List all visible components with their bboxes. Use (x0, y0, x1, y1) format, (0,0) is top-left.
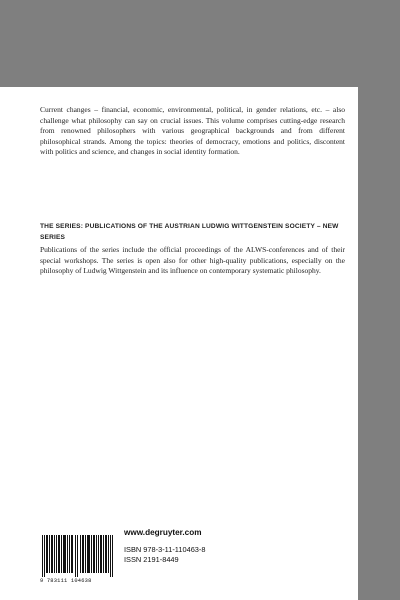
white-panel (0, 87, 358, 600)
barcode-number: 9 783111 104638 (40, 578, 92, 584)
isbn-number: ISBN 978-3-11-110463-8 (124, 545, 206, 554)
barcode-icon (40, 535, 115, 577)
book-blurb: Current changes – financial, economic, environmental, political, in gender relations, etc. – also challenge what philosophy can say on crucial issues. This volume comprises cutting-edge research from renowned philosophers with various geographical backgrounds and from different philosophical strands. Among the topics: theories of democracy, emotions and politics, discontent with politics and science, and changes in social identity formation. (40, 105, 345, 157)
publisher-website: www.degruyter.com (124, 528, 202, 537)
series-heading: THE SERIES: PUBLICATIONS OF THE AUSTRIAN LUDWIG WITTGENSTEIN SOCIETY – NEW SERIES (40, 223, 339, 241)
issn-number: ISSN 2191-8449 (124, 555, 179, 564)
series-description: Publications of the series include the official proceedings of the ALWS-conferences and of their special workshops. The series is open also for other high-quality publications, especially on the philosophy of Ludwig Wittgenstein and its influence on contemporary systematic philosophy. (40, 245, 345, 276)
isbn-issn-block (124, 545, 205, 565)
